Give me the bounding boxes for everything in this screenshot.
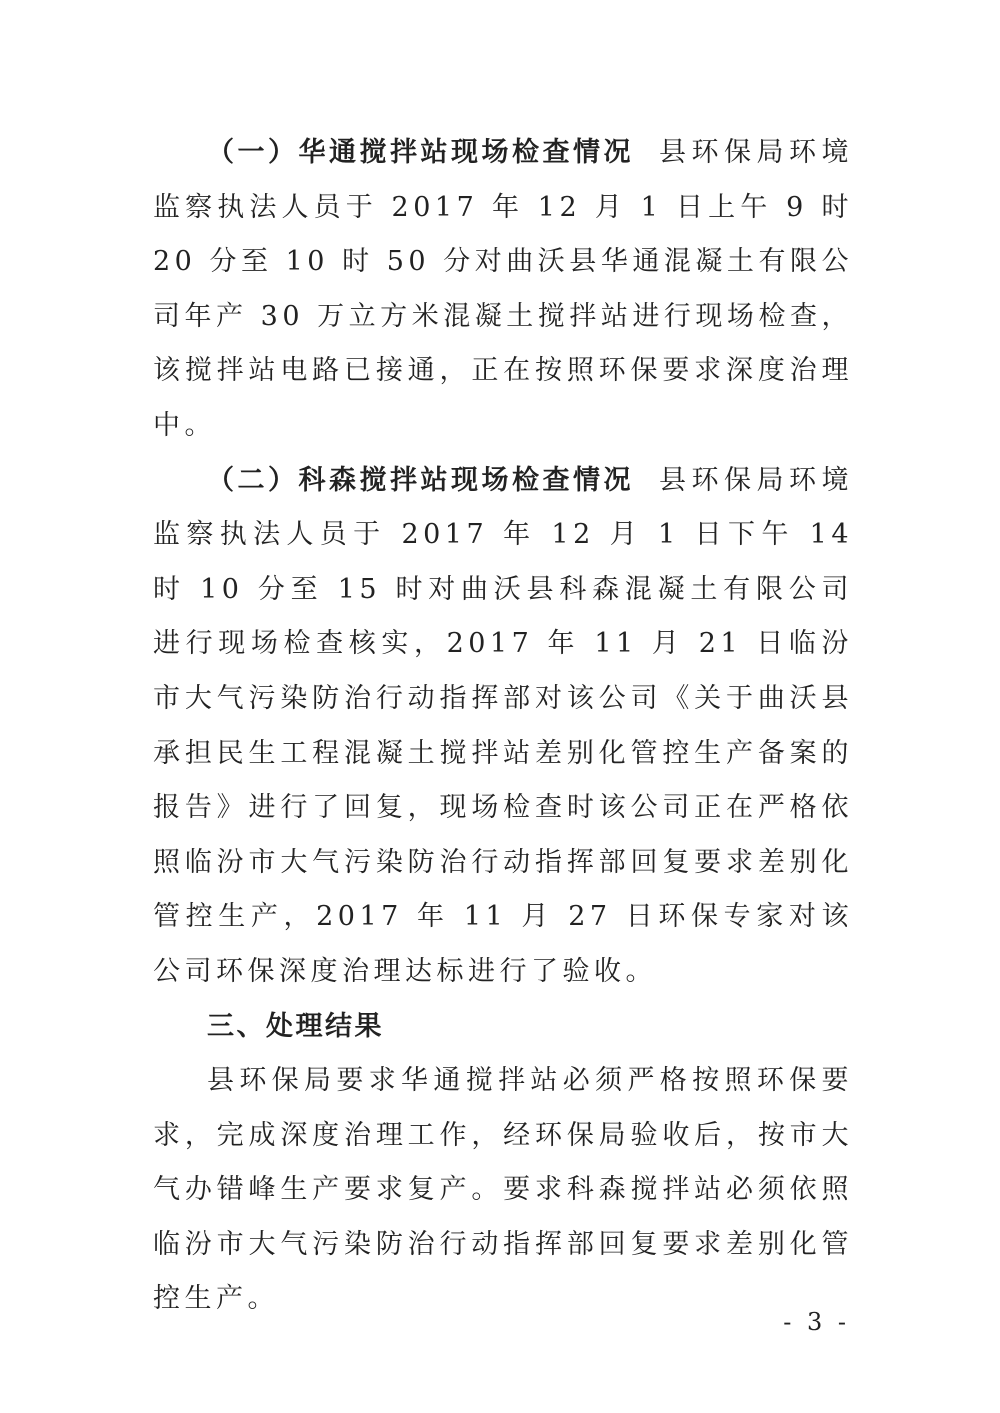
page-number: - 3 - — [783, 1308, 850, 1336]
text-handling-result: 县环保局要求华通搅拌站必须严格按照环保要求，完成深度治理工作，经环保局验收后，按市大气办错峰生产要求复产。要求科森搅拌站必须依照临汾市大气污染防治行动指挥部回复要求差别化管控生产。 — [153, 1065, 853, 1315]
paragraph-huatong-inspection — [153, 126, 853, 454]
text-huatong-inspection: 县环保局环境监察执法人员于 2017 年 12 月 1 日上午 9 时 20 分至 10 时 50 分对曲沃县华通混凝土有限公司年产 30 万立方米混凝土搅拌站进行现场检查，该搅拌站电路已接通，正在按照环保要求深度治理中。 — [153, 137, 853, 441]
heading-handling-result: 三、处理结果 — [207, 1010, 384, 1042]
paragraph-kesen-inspection — [153, 454, 853, 1000]
heading-huatong-inspection: （一）华通搅拌站现场检查情况 — [207, 137, 634, 168]
text-kesen-inspection: 县环保局环境监察执法人员于 2017 年 12 月 1 日下午 14 时 10 分至 15 时对曲沃县科森混凝土有限公司进行现场检查核实，2017 年 11 月 21 日临汾市大气污染防治行动指挥部对该公司《关于曲沃县承担民生工程混凝土搅拌站差别化管控生产备案的报告》进行了回复，现场检查时该公司正在严格依照临汾市大气污染防治行动指挥部回复要求差别化管控生产，2017 年 11 月 27 日环保专家对该公司环保深度治理达标进行了验收。 — [153, 464, 853, 987]
heading-kesen-inspection: （二）科森搅拌站现场检查情况 — [207, 464, 634, 496]
document-body — [153, 126, 853, 1327]
